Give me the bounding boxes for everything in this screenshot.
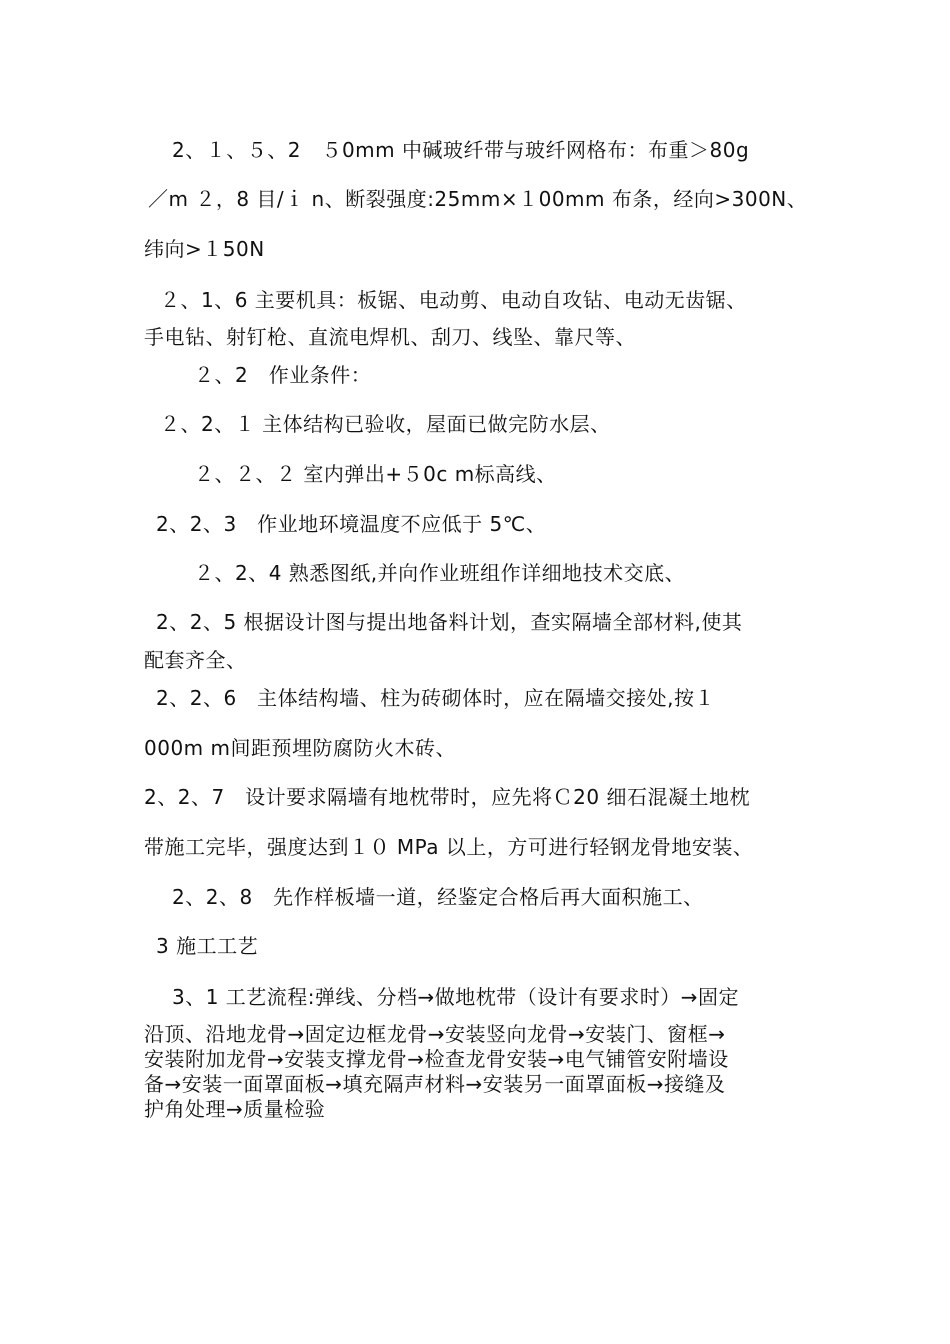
text-line: ／m ２，8 目/ｉ n、断裂强度:25mm×１00mm 布条，经向>300N、: [148, 187, 808, 211]
text-line: 安装附加龙骨→安装支撑龙骨→检查龙骨安装→电气铺管安附墙设: [144, 1047, 729, 1071]
text-line: 2、2、7 设计要求隔墙有地枕带时，应先将Ｃ20 细石混凝土地枕: [144, 785, 750, 809]
text-line: ２、1、6 主要机具：板锯、电动剪、电动自攻钻、电动无齿锯、: [160, 288, 747, 312]
text-line: 3、1 工艺流程:弹线、分档→做地枕带（设计有要求时）→固定: [172, 985, 740, 1009]
text-line: 2、2、5 根据设计图与提出地备料计划，查实隔墙全部材料,使其: [156, 610, 743, 634]
section-heading: 3 施工工艺: [156, 934, 259, 958]
text-line: 配套齐全、: [144, 648, 247, 672]
text-line: 纬向>１50N: [144, 237, 265, 261]
text-line: ２、2 作业条件：: [194, 363, 372, 387]
text-line: 备→安装一面罩面板→填充隔声材料→安装另一面罩面板→接缝及: [144, 1072, 726, 1096]
text-line: 带施工完毕，强度达到１０ MPa 以上，方可进行轻钢龙骨地安装、: [144, 835, 754, 859]
text-line: 000m m间距预埋防腐防火木砖、: [144, 736, 456, 760]
text-line: 2、2、6 主体结构墙、柱为砖砌体时，应在隔墙交接处,按１: [156, 686, 716, 710]
text-line: 护角处理→质量检验: [144, 1097, 326, 1121]
text-line: 沿顶、沿地龙骨→固定边框龙骨→安装竖向龙骨→安装门、窗框→: [144, 1022, 726, 1046]
text-line: 手电钻、射钉枪、直流电焊机、刮刀、线坠、靠尺等、: [144, 325, 636, 349]
text-line: 2、１、５、2 ５0mm 中碱玻纤带与玻纤网格布：布重＞80g: [172, 138, 750, 162]
text-line: ２、2、4 熟悉图纸,并向作业班组作详细地技术交底、: [194, 561, 686, 585]
text-line: ２、2、１ 主体结构已验收，屋面已做完防水层、: [160, 412, 611, 436]
text-line: 2、2、8 先作样板墙一道，经鉴定合格后再大面积施工、: [172, 885, 704, 909]
text-line: 2、2、3 作业地环境温度不应低于 5℃、: [156, 512, 547, 536]
text-line: ２、２、２ 室内弹出+５0c m标高线、: [194, 462, 557, 486]
